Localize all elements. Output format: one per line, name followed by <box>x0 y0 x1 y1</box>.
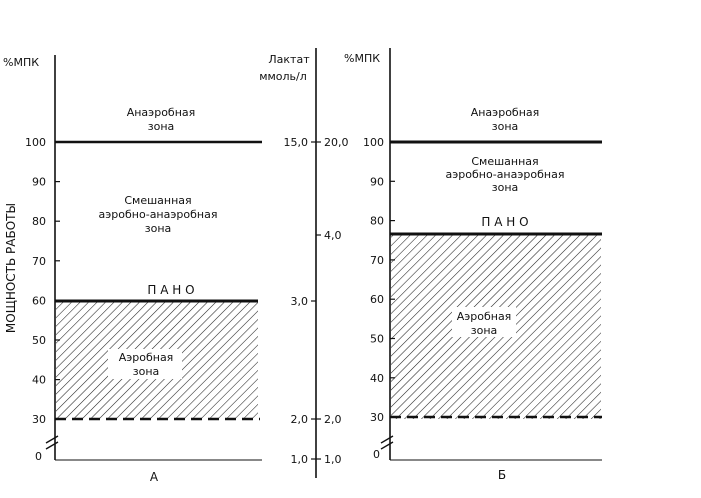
right-axis-zero-label: 0 <box>373 448 380 461</box>
panel-a-mixed-label-3: зона <box>144 222 172 235</box>
lactate-tick-label: 4,0 <box>324 229 342 242</box>
left-axis-tick-label: 100 <box>25 136 46 149</box>
left-axis-tick-label: 40 <box>32 373 46 387</box>
panel-b-mixed-label-3: зона <box>491 181 519 194</box>
panel-b-anaerobic-label-2: зона <box>491 120 519 133</box>
lactate-tick-label: 3,0 <box>290 295 308 308</box>
lactate-tick-label: 15,0 <box>283 136 308 149</box>
left-axis-zero-label: 0 <box>35 450 42 463</box>
y-axis-label: МОЩНОСТЬ РАБОТЫ <box>4 202 18 334</box>
left-axis-tick-label: 80 <box>32 215 46 229</box>
panel-a-mixed-label-2: аэробно-анаэробная <box>98 208 218 221</box>
panel-b-label: Б <box>497 468 507 482</box>
panel-a-aerobic-label-1: Аэробная <box>118 351 174 364</box>
lactate-tick-label: 2,0 <box>290 413 308 426</box>
panel-a-pano-label: П А Н О <box>147 283 195 297</box>
left-axis-tick-label: 70 <box>32 254 46 268</box>
right-axis-unit: %МПК <box>344 52 381 65</box>
right-axis-tick-label: 80 <box>370 214 384 228</box>
lactate-axis <box>259 48 348 478</box>
panel-b-pano-label: П А Н О <box>481 215 529 229</box>
panel-a-aerobic-label-2: зона <box>132 365 160 378</box>
left-axis-tick-label: 30 <box>32 413 46 427</box>
lactate-tick-label: 20,0 <box>324 136 349 149</box>
lactate-axis-title-1: Лактат <box>268 53 310 66</box>
panel-a-label: А <box>149 470 159 484</box>
panel-b-aerobic-label-1: Аэробная <box>456 310 512 323</box>
right-axis-break <box>381 436 393 449</box>
right-axis-tick-label: 90 <box>370 175 384 189</box>
right-axis-tick-label: 60 <box>370 293 384 307</box>
panel-b-anaerobic-label-1: Анаэробная <box>470 106 540 119</box>
right-axis-tick-label: 70 <box>370 253 384 267</box>
lactate-tick-label: 2,0 <box>324 413 342 426</box>
lactate-tick-label: 1,0 <box>290 453 308 466</box>
right-axis-tick-label: 100 <box>363 136 384 149</box>
lactate-tick-label: 1,0 <box>324 453 342 466</box>
left-axis-break <box>46 436 58 449</box>
left-axis-tick-label: 50 <box>32 334 46 347</box>
left-axis-tick-label: 90 <box>32 175 46 189</box>
left-axis-unit: %МПК <box>3 56 40 69</box>
right-axis-tick-label: 50 <box>370 332 384 346</box>
panel-a-anaerobic-label-1: Анаэробная <box>126 106 196 119</box>
left-axis-tick-label: 60 <box>32 294 46 308</box>
panel-a-mixed-label-1: Смешанная <box>124 194 192 207</box>
panel-a-anaerobic-label-2: зона <box>147 120 175 133</box>
panel-b-mixed-label-2: аэробно-анаэробная <box>445 168 565 181</box>
panel-b <box>344 48 602 482</box>
panel-a <box>3 55 262 484</box>
right-axis-tick-label: 30 <box>370 411 384 425</box>
lactate-axis-title-2: ммоль/л <box>259 70 307 83</box>
panel-b-aerobic-label-2: зона <box>470 324 498 337</box>
right-axis-tick-label: 40 <box>370 371 384 385</box>
panel-b-mixed-label-1: Смешанная <box>471 155 539 168</box>
